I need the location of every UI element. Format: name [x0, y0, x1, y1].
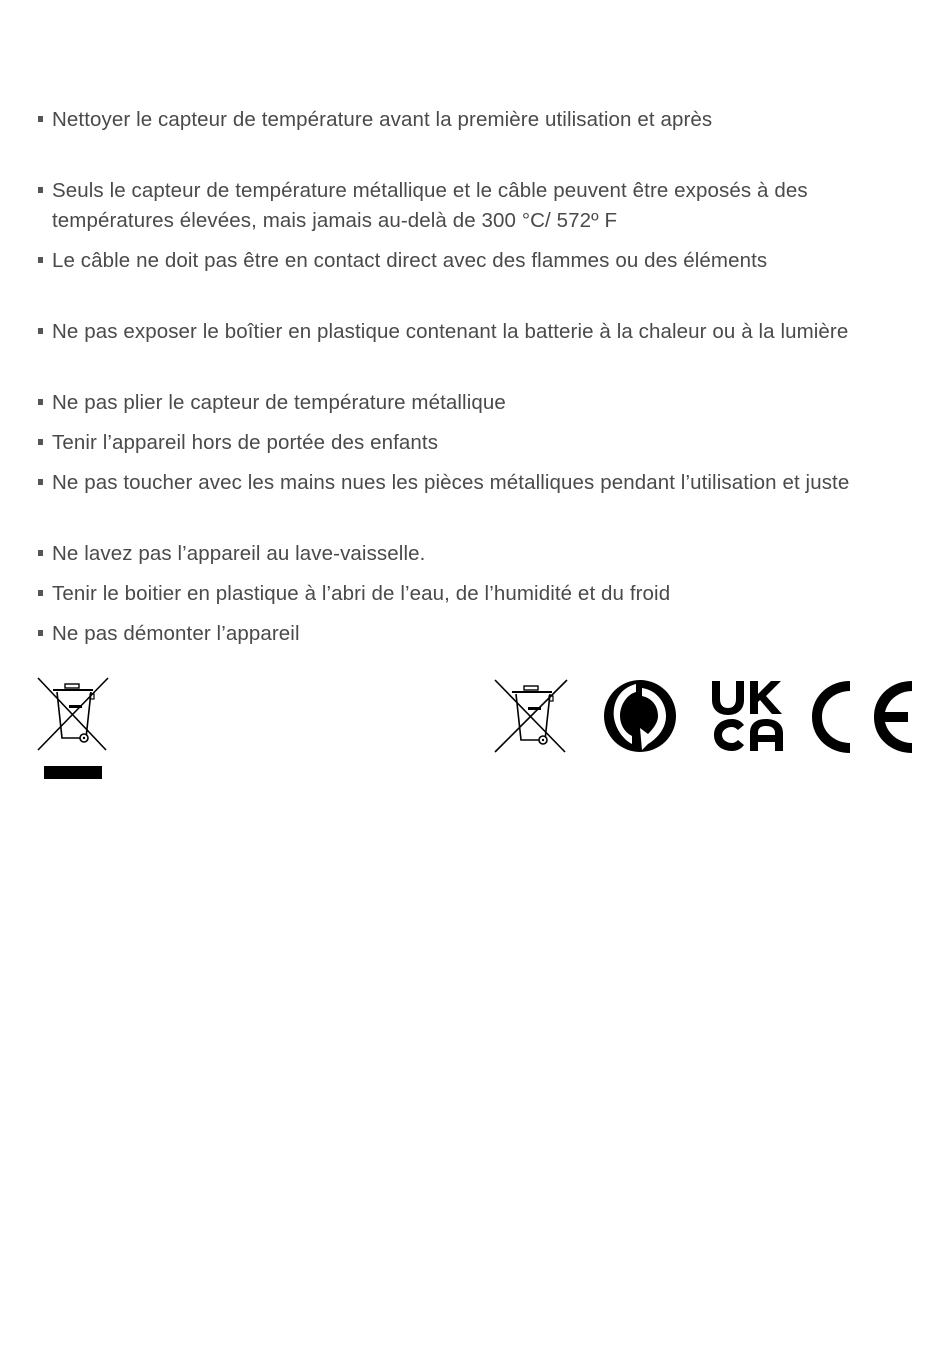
- list-item-text: Nettoyer le capteur de température avant la première utilisation et après: [52, 108, 713, 131]
- ukca-mark-icon: [710, 679, 788, 753]
- bullet-marker: [38, 257, 43, 263]
- bullet-marker: [38, 439, 43, 445]
- list-item-text: Tenir le boitier en plastique à l’abri de l’eau, de l’humidité et du froid: [52, 582, 671, 605]
- green-dot-recycling-icon: [602, 678, 678, 754]
- list-item-text: Seuls le capteur de température métallique et le câble peuvent être exposés à des températures élevées, mais jamais au-delà de 300 °C/ 572º F: [52, 179, 808, 232]
- bullet-marker: [38, 590, 43, 596]
- list-item-text: Ne lavez pas l’appareil au lave-vaisselle.: [52, 542, 426, 565]
- bullet-marker: [38, 630, 43, 636]
- bullet-marker: [38, 328, 43, 334]
- crossed-out-wheelie-bin-with-bar-icon: [36, 676, 112, 782]
- bullet-marker: [38, 399, 43, 405]
- bullet-marker: [38, 479, 43, 485]
- list-item-text: Ne pas toucher avec les mains nues les pièces métalliques pendant l’utilisation et juste: [52, 471, 850, 494]
- list-item-text: Ne pas exposer le boîtier en plastique contenant la batterie à la chaleur ou à la lumière: [52, 320, 849, 343]
- bullet-marker: [38, 550, 43, 556]
- ce-mark-icon: [808, 679, 918, 755]
- list-item-text: Le câble ne doit pas être en contact direct avec des flammes ou des éléments: [52, 249, 768, 272]
- crossed-out-wheelie-bin-icon: [493, 678, 569, 754]
- list-item-text: Tenir l’appareil hors de portée des enfants: [52, 431, 439, 454]
- list-item-text: Ne pas plier le capteur de température métallique: [52, 391, 506, 414]
- bullet-marker: [38, 187, 43, 193]
- bullet-marker: [38, 116, 43, 122]
- list-item-text: Ne pas démonter l’appareil: [52, 622, 300, 645]
